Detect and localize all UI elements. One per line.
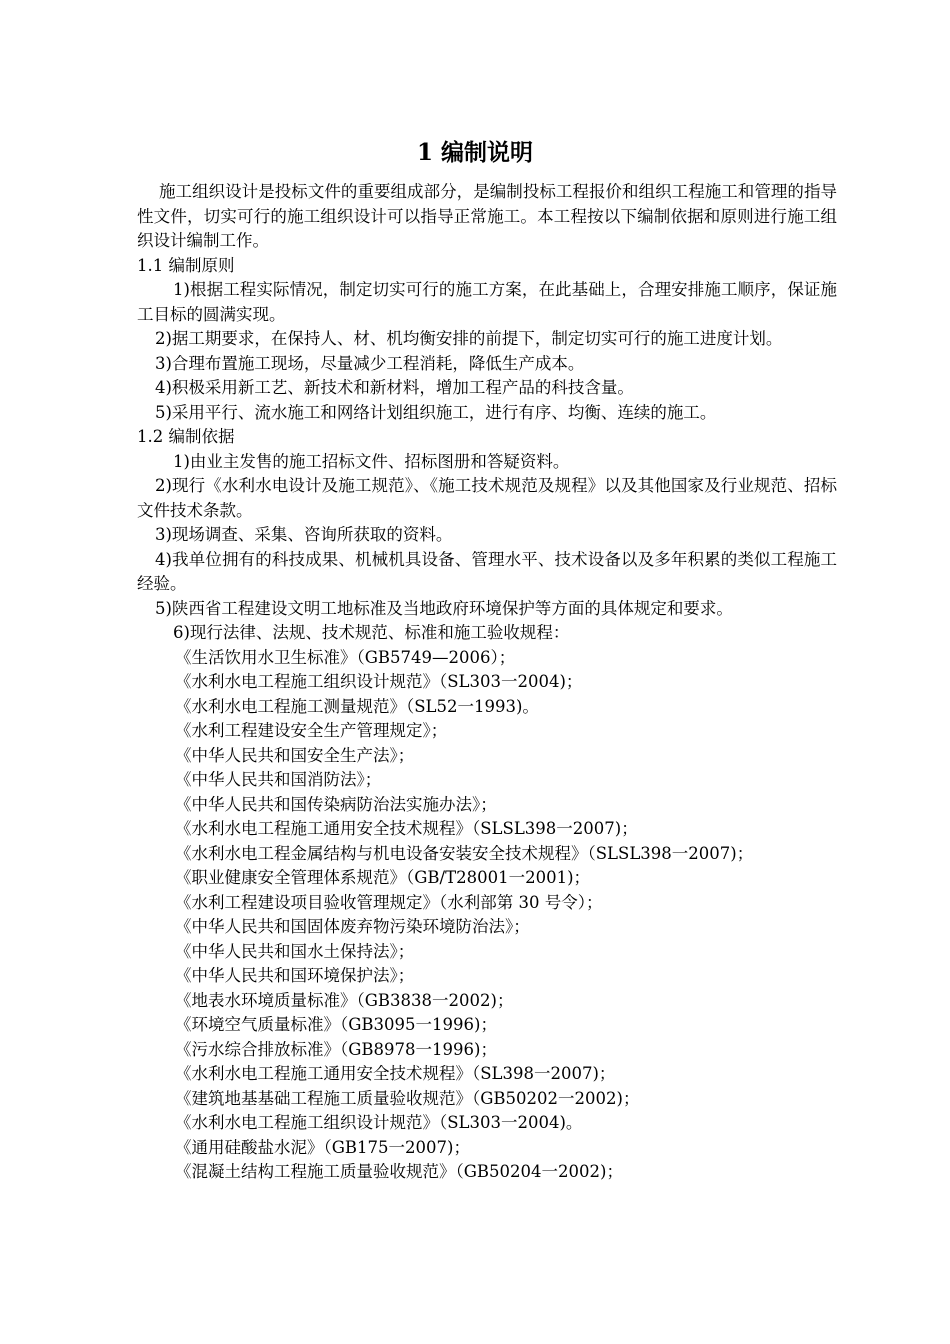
reference-item: 《地表水环境质量标准》（GB3838一2002)； xyxy=(175,990,514,1010)
principle-item: 2)据工期要求，在保持人、材、机均衡安排的前提下，制定切实可行的施工进度计划。 xyxy=(155,329,783,348)
reference-item: 《中华人民共和国水土保持法》； xyxy=(175,941,415,961)
reference-item: 《建筑地基基础工程施工质量验收规范》（GB50202一2002)； xyxy=(175,1088,640,1108)
reference-item: 《水利水电工程金属结构与机电设备安装安全技术规程》（SLSL398一2007)； xyxy=(175,843,754,863)
basis-item: 1)由业主发售的施工招标文件、招标图册和答疑资料。 xyxy=(173,451,570,471)
principle-item: 1)根据工程实际情况，制定切实可行的施工方案，在此基础上，合理安排施工顺序，保证施工目标的圆满实现。 xyxy=(137,280,837,324)
reference-item: 《职业健康安全管理体系规范》（GB/T28001一2001)； xyxy=(175,868,591,887)
basis-item: 2)现行《水利水电设计及施工规范》、《施工技术规范及规程》以及其他国家及行业规范、招标文件技术条款。 xyxy=(137,476,837,520)
reference-item: 《中华人民共和国消防法》； xyxy=(175,770,382,789)
reference-item: 《环境空气质量标准》（GB3095一1996)； xyxy=(175,1015,497,1034)
reference-item: 《中华人民共和国环境保护法》； xyxy=(175,966,415,985)
section-heading-1-2: 1.2 编制依据 xyxy=(137,427,235,446)
reference-item: 《水利水电工程施工通用安全技术规程》（SL398一2007)； xyxy=(175,1064,616,1083)
reference-item: 《生活饮用水卫生标准》（GB5749—2006）； xyxy=(175,647,516,667)
reference-item: 《水利水电工程施工通用安全技术规程》（SLSL398一2007)； xyxy=(175,819,638,838)
reference-item: 《中华人民共和国传染病防治法实施办法》； xyxy=(175,794,497,814)
reference-item: 《水利水电工程施工测量规范》（SL52一1993)。 xyxy=(175,696,539,716)
reference-item: 《污水综合排放标准》（GB8978一1996)； xyxy=(175,1039,497,1059)
principle-item: 3)合理布置施工现场，尽量减少工程消耗，降低生产成本。 xyxy=(155,353,585,373)
reference-list xyxy=(137,646,837,1185)
reference-item: 《通用硅酸盐水泥》（GB175一2007)； xyxy=(175,1137,470,1157)
document-title: 1 编制说明 xyxy=(416,139,533,166)
principle-item: 4)积极采用新工艺、新技术和新材料，增加工程产品的科技含量。 xyxy=(155,378,634,397)
basis-item: 4)我单位拥有的科技成果、机械机具设备、管理水平、技术设备以及多年积累的类似工程施工经验。 xyxy=(137,549,837,593)
reference-item: 《混凝土结构工程施工质量验收规范》（GB50204一2002)； xyxy=(175,1162,623,1181)
basis-item: 5)陕西省工程建设文明工地标准及当地政府环境保护等方面的具体规定和要求。 xyxy=(155,598,733,618)
reference-item: 《中华人民共和国安全生产法》； xyxy=(175,745,415,765)
basis-item: 3)现场调查、采集、咨询所获取的资料。 xyxy=(155,525,453,544)
basis-item: 6)现行法律、法规、技术规范、标准和施工验收规程： xyxy=(173,623,570,642)
reference-item: 《水利工程建设项目验收管理规定》（水利部第 30 号令）； xyxy=(175,892,603,912)
reference-item: 《水利工程建设安全生产管理规定》； xyxy=(175,721,448,740)
intro-paragraph: 施工组织设计是投标文件的重要组成部分，是编制投标工程报价和组织工程施工和管理的指导性文件，切实可行的施工组织设计可以指导正常施工。本工程按以下编制依据和原则进行施工组织设计编制工作。 xyxy=(137,182,837,250)
reference-item: 《水利水电工程施工组织设计规范》（SL303一2004)； xyxy=(175,672,583,691)
reference-item: 《中华人民共和国固体废弃物污染环境防治法》； xyxy=(175,917,530,936)
document-body xyxy=(137,180,837,1185)
section-heading-1-1: 1.1 编制原则 xyxy=(137,255,235,275)
principle-item: 5)采用平行、流水施工和网络计划组织施工，进行有序、均衡、连续的施工。 xyxy=(155,402,717,422)
reference-item: 《水利水电工程施工组织设计规范》（SL303一2004)。 xyxy=(175,1113,583,1132)
